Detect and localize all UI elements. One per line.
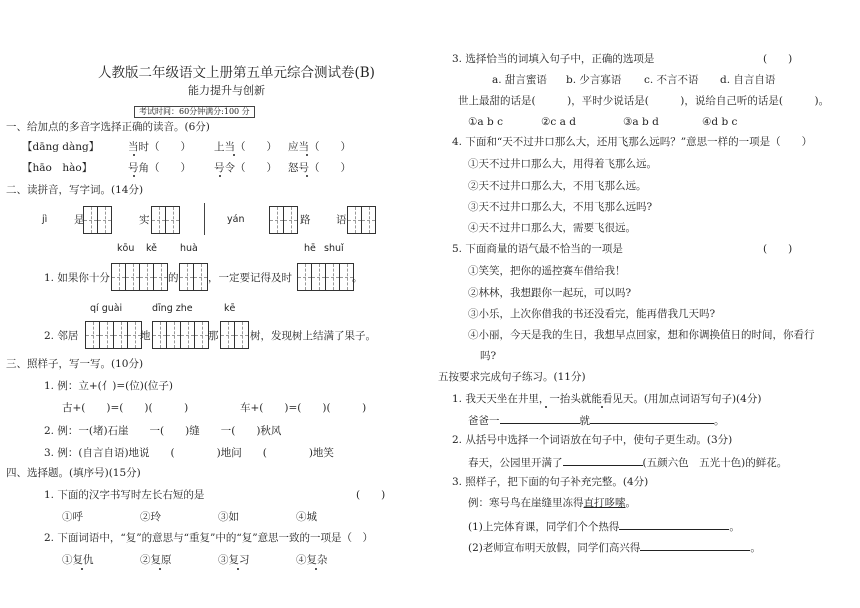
q5-1-mid: 就 <box>579 415 590 427</box>
option-4-4-3: ③天不过井口那么大，不用飞那么远吗? <box>468 201 653 213</box>
writing-grid-4[interactable] <box>348 206 376 234</box>
question-5-3-item-2 <box>468 539 761 555</box>
q5-3-1-end: 。 <box>729 521 740 533</box>
page-subtitle: 能力提升与创新 <box>188 84 265 97</box>
blank-5-1-b[interactable] <box>590 412 714 424</box>
q5-1-end: 。 <box>714 415 725 427</box>
section-5-heading: 五按要求完成句子练习。(11分) <box>438 371 586 383</box>
pinyin-dingzhe: dīng zhe <box>152 303 193 314</box>
word-haoling: 号令（ ） <box>214 162 277 174</box>
writing-grid-5[interactable] <box>112 263 168 291</box>
section-2-heading: 二、读拼音，写字词。(14分) <box>6 184 144 196</box>
answer-blank-4-3[interactable]: ( ) <box>763 53 793 65</box>
section-3-heading: 三、照样子，写一写。(10分) <box>6 358 144 370</box>
writing-grid-8[interactable] <box>86 321 142 349</box>
question-2-2-part-a: 2. 邻居 <box>44 330 79 342</box>
option-fuxi: ③复习 <box>218 554 250 566</box>
option-fuchou: ①复仇 <box>62 554 94 566</box>
blank-5-3-2[interactable] <box>640 539 750 551</box>
exam-info-box: 考试时间：60分钟满分:100 分 <box>134 106 255 118</box>
writing-grid-2[interactable] <box>152 206 180 234</box>
question-4-2: 2. 下面词语中，“复”的意思与“重复”中的“复”意思一致的一项是（ ） <box>44 532 374 544</box>
char-shi: 是 <box>74 214 85 226</box>
writing-grid-1[interactable] <box>84 206 112 234</box>
option-4-5-1: ①笑笑，把你的遥控赛车借给我！ <box>468 265 626 277</box>
pinyin-option-dang: 【dāng dàng】 <box>22 141 100 153</box>
section-1-heading: 一、给加点的多音字选择正确的读音。(6分) <box>6 121 210 133</box>
pinyin-option-hao: 【hāo hào】 <box>22 162 93 174</box>
word-yingdang: 应当（ ） <box>288 141 351 153</box>
question-4-1: 1. 下面的汉字书写时左长右短的是 <box>44 489 205 501</box>
pinyin-qiguai: qí guài <box>90 303 123 314</box>
q5-3-2-text: (2)老师宣布明天放假，同学们高兴得 <box>468 542 641 554</box>
word-option-d: d. 自言自语 <box>720 74 776 86</box>
q5-2-prefix: 春天，公园里开满了 <box>468 457 563 469</box>
q5-3-ex-underlined: 直打哆嗦 <box>583 497 626 509</box>
section-3-item-che: 车+( )=( )( ) <box>240 402 367 414</box>
writing-grid-7[interactable] <box>298 263 354 291</box>
option-fuza: ④复杂 <box>296 554 328 566</box>
q5-2-suffix: (五颜六色 五光十色)的鲜花。 <box>642 457 788 469</box>
question-4-5: 5. 下面商量的语气最不恰当的一项是 <box>452 243 623 255</box>
q5-3-ex-end: 。 <box>625 497 636 509</box>
page-title: 人教版二年级语文上册第五单元综合测试卷(B) <box>98 65 375 81</box>
pinyin-shui: shuǐ <box>324 243 344 254</box>
question-5-2: 2. 从括号中选择一个词语放在句子中，使句子更生动。(3分) <box>452 434 733 446</box>
blank-5-2[interactable] <box>563 454 643 466</box>
pinyin-ke: kě <box>146 243 158 254</box>
pinyin-kou: kōu <box>117 243 135 254</box>
question-4-3-sentence: 世上最甜的话是( )，平时少说话是( )，说给自己听的话是( )。 <box>458 95 830 107</box>
option-hu: ①呼 <box>62 511 83 523</box>
section-3-example-3: 3. 例：(自言自语)地说 ( )地问 ( )地笑 <box>44 447 334 459</box>
writing-grid-9[interactable] <box>153 321 209 349</box>
section-3-example-1: 1. 例：立+(亻)=(位)(位子) <box>44 380 174 392</box>
q5-3-2-end: 。 <box>750 542 761 554</box>
word-option-c: c. 不言不语 <box>644 74 699 86</box>
writing-grid-6[interactable] <box>180 263 208 291</box>
writing-grid-3[interactable] <box>270 206 298 234</box>
blank-5-3-1[interactable] <box>619 518 729 530</box>
section-3-item-gu: 古+( )=( )( ) <box>62 402 189 414</box>
word-option-b: b. 少言寡语 <box>566 74 622 86</box>
option-4-4-2: ②天不过井口那么大，不用飞那么远。 <box>468 180 647 192</box>
question-5-1-answer <box>468 412 725 428</box>
pinyin-hua: huà <box>180 243 198 254</box>
word-dangshi: 当时（ ） <box>128 141 191 153</box>
section-4-heading: 四、选择题。(填序号)(15分) <box>6 467 141 479</box>
answer-blank-4-1[interactable]: ( ) <box>356 489 386 501</box>
option-fuyuan: ②复原 <box>140 554 172 566</box>
option-cheng: ④城 <box>296 511 317 523</box>
answer-blank-4-5[interactable]: ( ) <box>763 243 793 255</box>
question-4-4: 4. 下面和“天不过井口那么大，还用飞那么远吗？”意思一样的一项是（ ） <box>452 136 813 148</box>
char-yu: 语 <box>336 214 347 226</box>
question-5-3-item-1 <box>468 518 740 534</box>
question-2-2-part-d: 树，发现树上结满了果子。 <box>250 330 376 342</box>
question-2-2-part-c: 那 <box>208 330 219 342</box>
option-dbc: ④d b c <box>702 116 738 128</box>
question-2-1-part-c: ，一定要记得及时 <box>208 272 292 284</box>
writing-grid-10[interactable] <box>221 321 249 349</box>
word-nuhao: 怒号（ ） <box>288 162 351 174</box>
q5-3-ex-prefix: 例：寒号鸟在崖缝里冻得 <box>468 497 584 509</box>
char-shi2: 实 <box>139 214 150 226</box>
option-ru: ③如 <box>218 511 239 523</box>
question-2-2-part-b: 地 <box>140 330 151 342</box>
question-5-3: 3. 照样子，把下面的句子补充完整。(4分) <box>452 476 649 488</box>
option-4-4-4: ④天不过井口那么大，需要飞很远。 <box>468 222 636 234</box>
pinyin-he: hē <box>304 243 316 254</box>
question-5-3-example <box>468 496 636 510</box>
option-4-5-3: ③小乐，上次你借我的书还没看完，能再借我几天吗? <box>468 308 716 320</box>
blank-5-1-a[interactable] <box>500 412 580 424</box>
option-abc: ①a b c <box>468 116 503 128</box>
question-2-1-part-d: 。 <box>352 272 363 284</box>
option-4-5-2: ②林林，我想跟你一起玩，可以吗? <box>468 287 632 299</box>
option-cad: ②c a d <box>541 116 576 128</box>
option-4-5-4-cont: 吗? <box>480 350 497 362</box>
word-shangdang: 上当（ ） <box>214 141 277 153</box>
pinyin-yan: yán <box>227 214 245 225</box>
question-5-1: 1. 我天天坐在井里，一抬头就能看见天。(用加点词语写句子)(4分) <box>452 393 762 405</box>
q5-3-1-text: (1)上完体育课，同学们个个热得 <box>468 521 620 533</box>
question-5-2-answer <box>468 454 787 470</box>
option-4-4-1: ①天不过井口那么大，用得着飞那么远。 <box>468 158 657 170</box>
pinyin-ke2: kē <box>224 303 236 314</box>
word-haojiao: 号角（ ） <box>128 162 191 174</box>
section-3-example-2: 2. 例：一(堵)石崖 一( )缝 一( )秋风 <box>44 425 282 437</box>
question-2-1-part-a: 1. 如果你十分 <box>44 272 110 284</box>
q5-1-prefix: 爸爸一 <box>468 415 500 427</box>
char-lu: 路 <box>300 214 311 226</box>
pinyin-ji: jì <box>42 214 48 225</box>
option-ling: ②玲 <box>140 511 161 523</box>
question-2-1-part-b: 的 <box>168 272 179 284</box>
word-option-a: a. 甜言蜜语 <box>492 74 547 86</box>
option-4-5-4: ④小丽，今天是我的生日，我想早点回家，想和你调换值日的时间，你看行 <box>468 329 815 341</box>
option-abd: ③a b d <box>623 116 659 128</box>
question-4-3: 3. 选择恰当的词填入句子中，正确的选项是 <box>452 53 655 65</box>
